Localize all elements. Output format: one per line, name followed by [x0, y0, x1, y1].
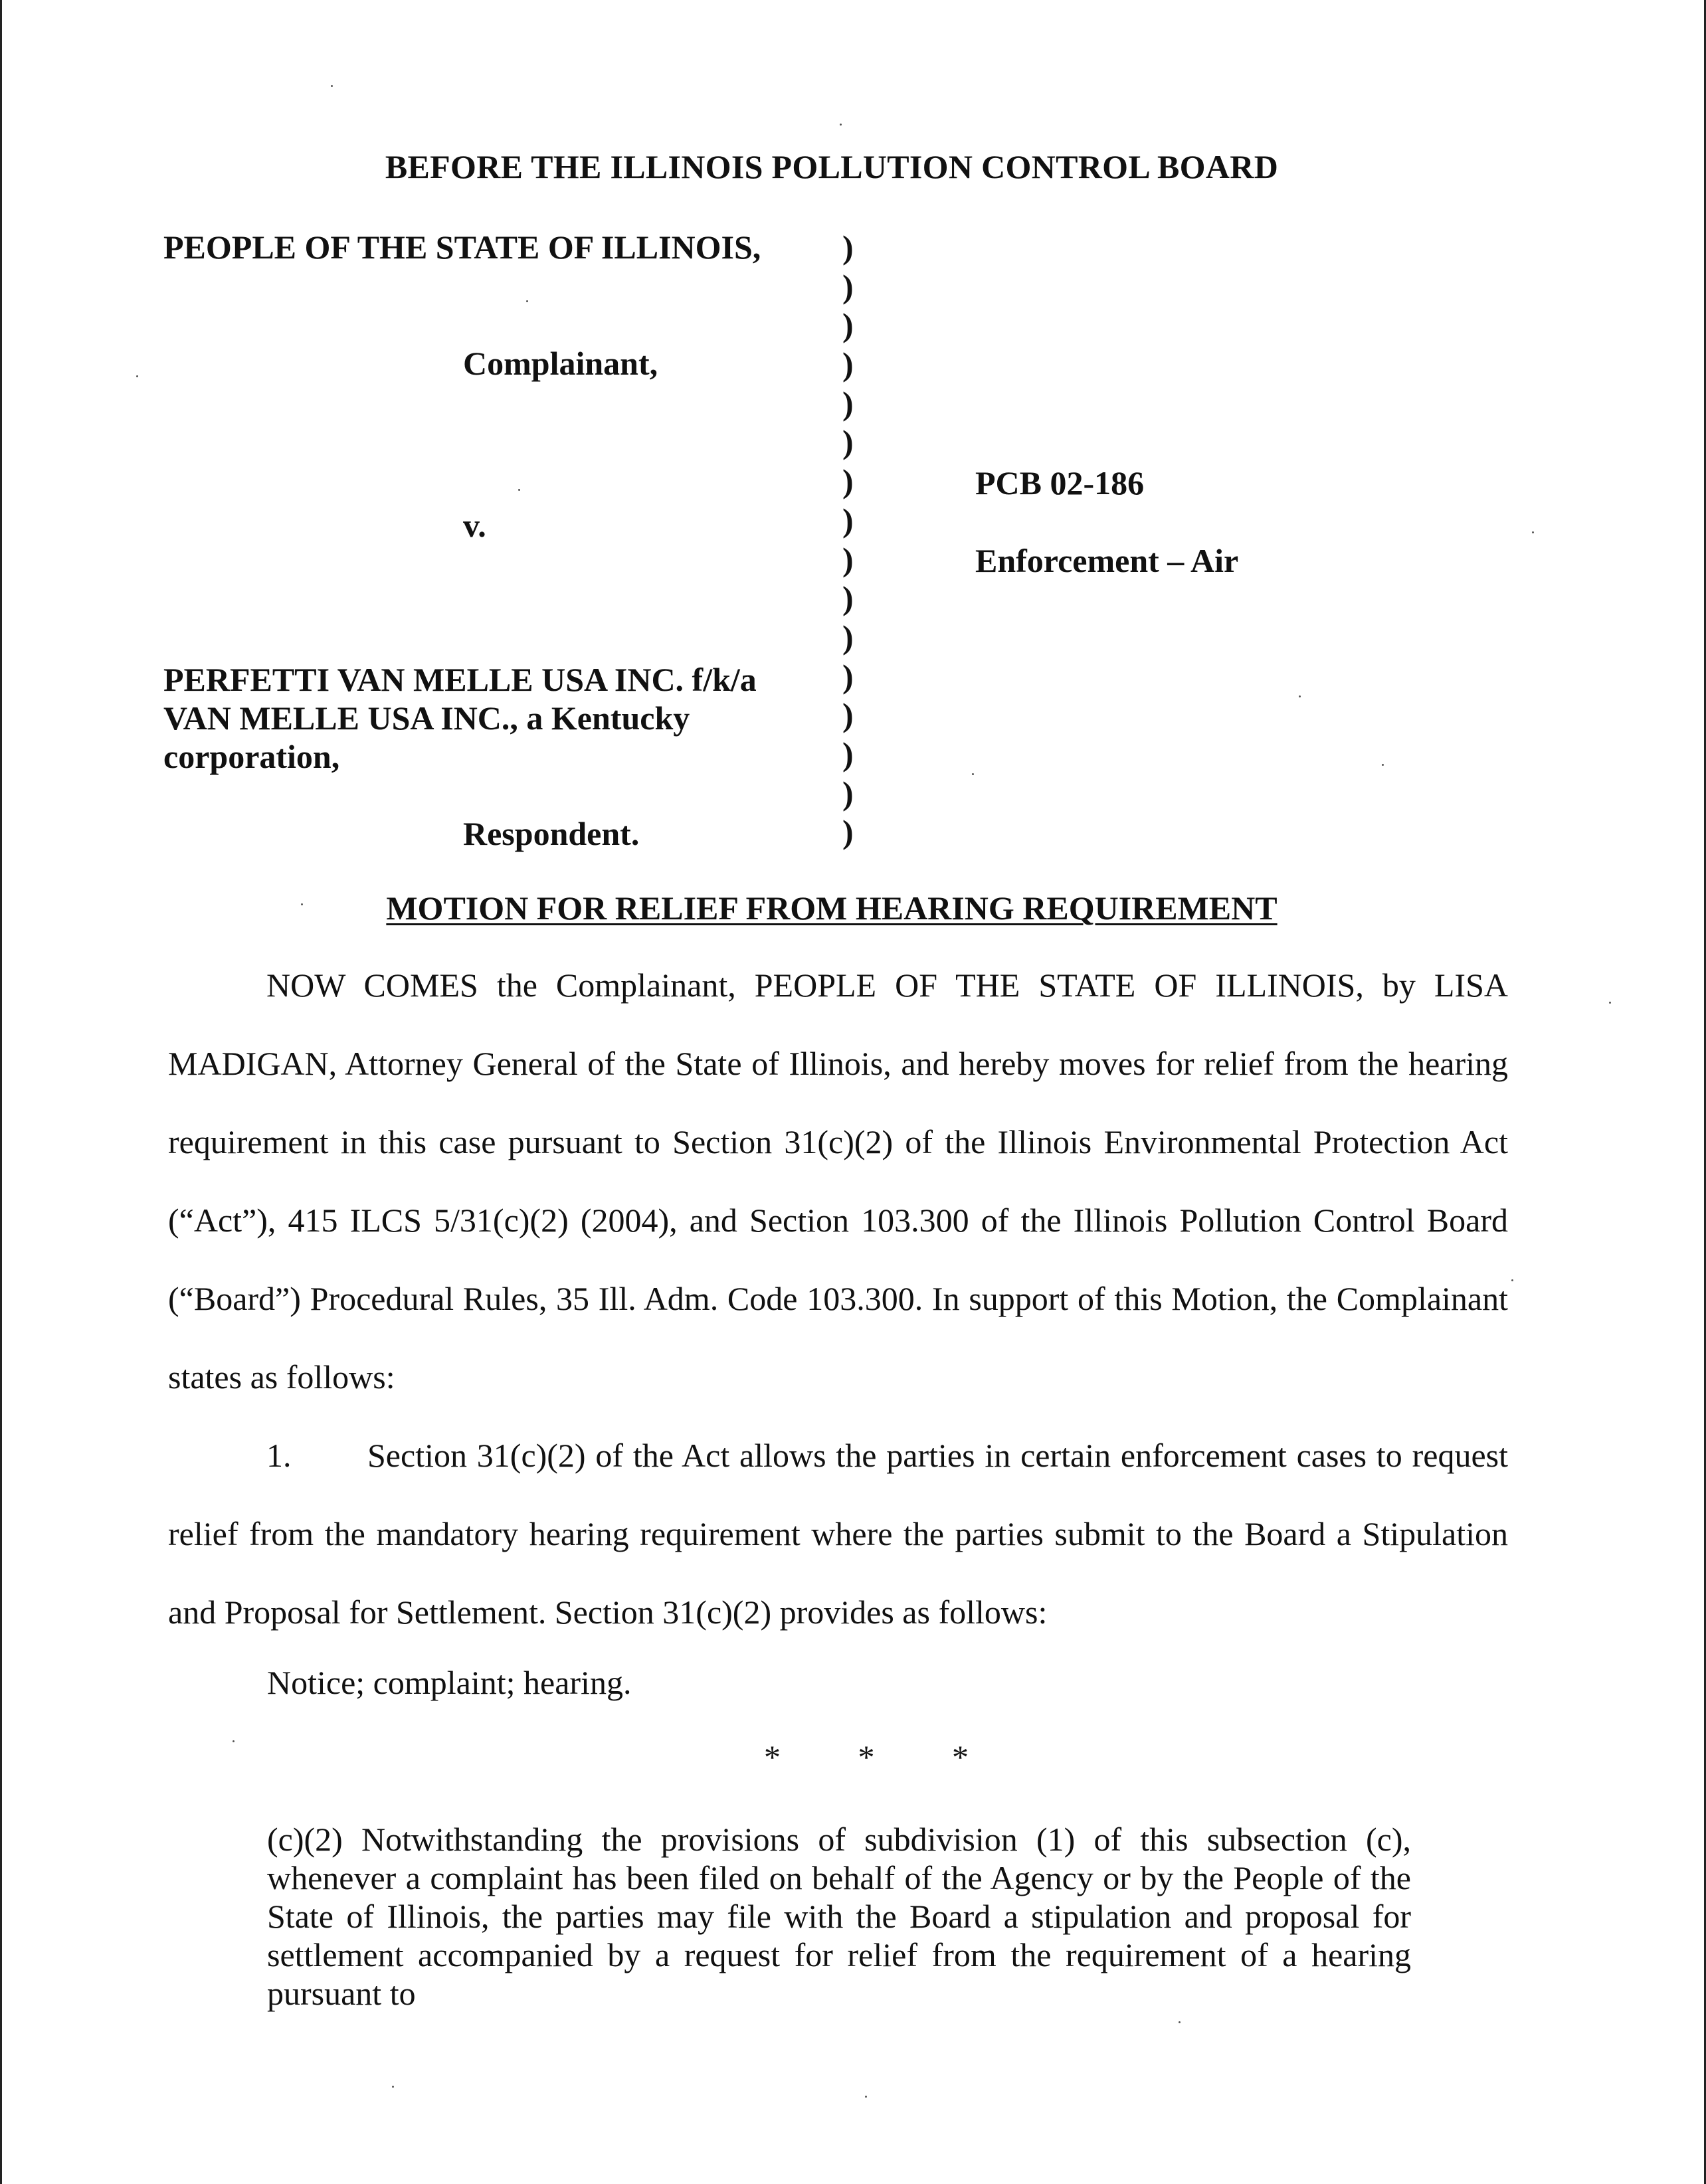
caption-paren: ) — [842, 306, 854, 344]
case-number: PCB 02-186 — [975, 464, 1145, 501]
caption-paren: ) — [842, 540, 854, 578]
caption-paren: ) — [842, 228, 854, 266]
scan-speck — [331, 85, 333, 87]
caption-paren: ) — [842, 423, 854, 461]
scan-speck — [972, 773, 974, 775]
caption-paren: ) — [842, 735, 854, 773]
board-title: BEFORE THE ILLINOIS POLLUTION CONTROL BOARD — [385, 148, 1279, 185]
scan-speck — [1532, 531, 1534, 533]
case-type: Enforcement – Air — [975, 542, 1239, 579]
scan-speck — [1382, 764, 1384, 766]
complainant-name: PEOPLE OF THE STATE OF ILLINOIS, — [163, 228, 761, 266]
caption-paren: ) — [842, 774, 854, 812]
numbered-paragraph-1 — [168, 1416, 1508, 1651]
caption-paren: ) — [842, 696, 854, 734]
scan-speck — [865, 2096, 867, 2098]
scan-speck — [518, 489, 520, 491]
complainant-role: Complainant, — [463, 345, 658, 382]
caption-paren: ) — [842, 345, 854, 383]
scan-speck — [1179, 2021, 1181, 2023]
caption-paren: ) — [842, 657, 854, 695]
caption-paren: ) — [842, 579, 854, 617]
respondent-name-line1: PERFETTI VAN MELLE USA INC. f/k/a — [163, 661, 757, 698]
respondent-role: Respondent. — [463, 815, 640, 852]
versus-label: v. — [463, 507, 486, 544]
respondent-name-line2: VAN MELLE USA INC., a Kentucky — [163, 699, 690, 737]
motion-title: MOTION FOR RELIEF FROM HEARING REQUIREMENT — [386, 889, 1278, 927]
scan-speck — [1299, 695, 1301, 697]
scan-speck — [392, 2086, 394, 2088]
caption-paren: ) — [842, 267, 854, 305]
intro-paragraph: NOW COMES the Complainant, PEOPLE OF THE STATE OF ILLINOIS, by LISA MADIGAN, Attorney General of the State of Illinois, and hereby moves for relief from the hearing requirement in this case pursuant to Section 31(c)(2) of the Illinois Environmental Protection Act (“Act”), 415 ILCS 5/31(c)(2) (2004), and Section 103.300 of the Illinois Pollution Control Board (“Board”) Procedural Rules, 35 Ill. Adm. Code 103.300. In support of this Motion, the Complainant states as follows: — [168, 966, 1508, 1396]
caption-parentheses — [842, 228, 869, 852]
statute-heading: Notice; complaint; hearing. — [267, 1664, 632, 1701]
scan-speck — [526, 300, 528, 302]
scan-speck — [1609, 1002, 1611, 1004]
statute-quote: (c)(2) Notwithstanding the provisions of subdivision (1) of this subsection (c), whenever a complaint has been filed on behalf of the Agency or by the People of the State of Illinois, the parties may file with the Board a stipulation and proposal for settlement accompanied by a request for relief from the requirement of a hearing pursuant to — [267, 1821, 1411, 2012]
caption-paren: ) — [842, 384, 854, 422]
respondent-name-line3: corporation, — [163, 738, 340, 775]
scan-left-edge — [0, 0, 2, 2184]
caption-paren: ) — [842, 462, 854, 500]
scan-speck — [136, 375, 138, 377]
scan-speck — [301, 903, 303, 905]
caption-paren: ) — [842, 813, 854, 851]
ellipsis-stars: * * * — [764, 1738, 1003, 1775]
scan-speck — [233, 1740, 235, 1742]
scan-speck — [840, 124, 842, 126]
paragraph-number: 1. — [266, 1437, 292, 1474]
scan-speck — [1511, 1279, 1513, 1281]
caption-paren: ) — [842, 618, 854, 656]
paragraph-1-text: Section 31(c)(2) of the Act allows the parties in certain enforcement cases to request relief from the mandatory hearing requirement where the parties submit to the Board a Stipulation and Proposal for Settlement. Section 31(c)(2) provides as follows: — [168, 1437, 1508, 1631]
caption-paren: ) — [842, 501, 854, 539]
